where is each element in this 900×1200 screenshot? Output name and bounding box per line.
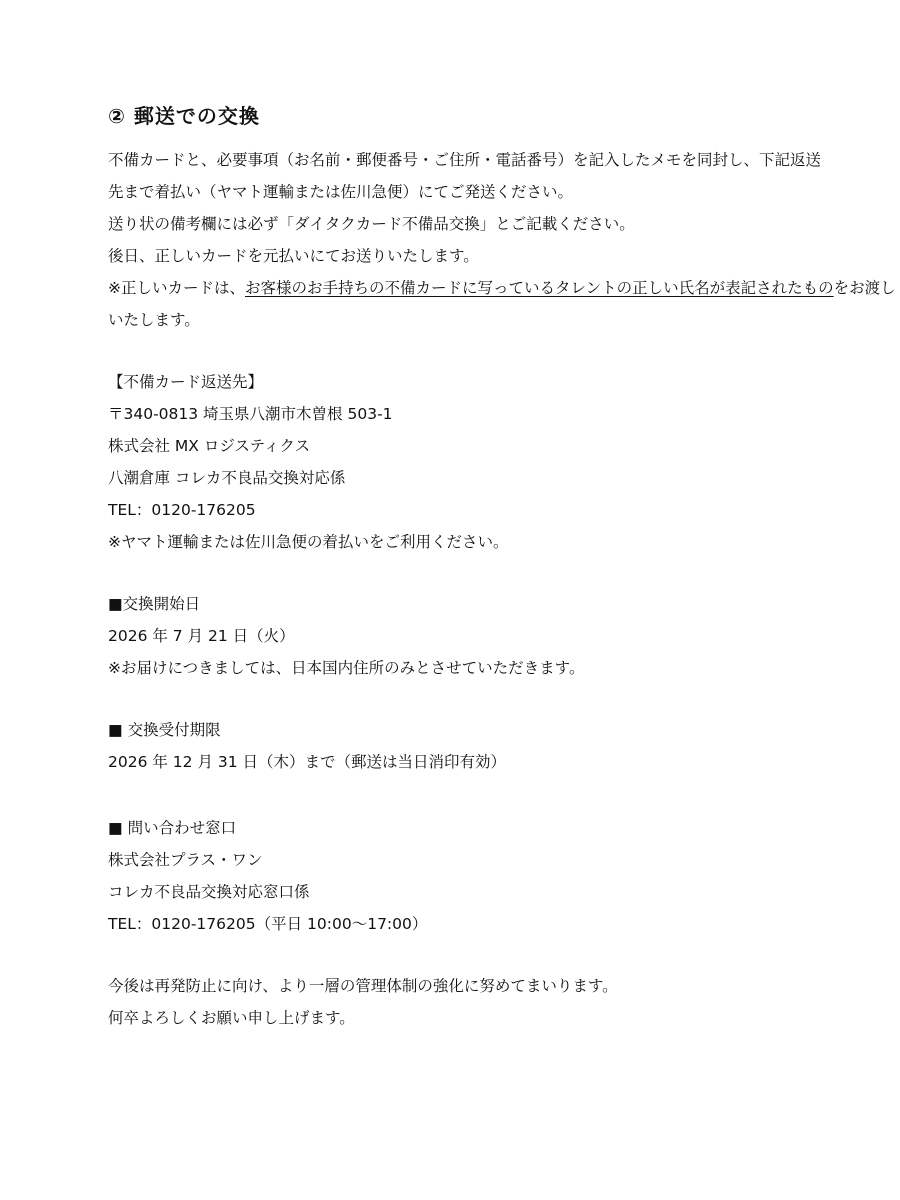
note-prefix: ※正しいカードは、 — [108, 279, 245, 297]
closing-line: 何卒よろしくお願い申し上げます。 — [108, 1009, 355, 1027]
closing-line: 今後は再発防止に向け、より一層の管理体制の強化に努めてまいります。 — [108, 977, 618, 995]
deadline-title: ■ 交換受付期限 — [108, 721, 221, 739]
contact-department: コレカ不良品交換対応窓口係 — [108, 883, 310, 901]
note-line — [108, 278, 896, 298]
return-address-department: 八潮倉庫 コレカ不良品交換対応係 — [108, 469, 346, 487]
return-address-company: 株式会社 MX ロジスティクス — [108, 437, 311, 455]
return-address-tel: TEL：0120-176205 — [108, 501, 256, 519]
section-heading: ② 郵送での交換 — [108, 104, 260, 128]
instruction-line: 先まで着払い（ヤマト運輸または佐川急便）にてご発送ください。 — [108, 183, 574, 201]
note-underlined-text: お客様のお手持ちの不備カードに写っているタレントの正しい氏名が表記されたもの — [245, 279, 834, 297]
return-address-postal: 〒340-0813 埼玉県八潮市木曽根 503-1 — [108, 405, 393, 423]
instruction-line: 送り状の備考欄には必ず「ダイタクカード不備品交換」とご記載ください。 — [108, 215, 635, 233]
contact-tel: TEL：0120-176205（平日 10:00～17:00） — [108, 915, 428, 933]
instruction-line: 後日、正しいカードを元払いにてお送りいたします。 — [108, 247, 479, 265]
contact-title: ■ 問い合わせ窓口 — [108, 819, 237, 837]
start-date-note: ※お届けにつきましては、日本国内住所のみとさせていただきます。 — [108, 659, 585, 677]
note-suffix: をお渡し — [833, 279, 896, 297]
contact-company: 株式会社プラス・ワン — [108, 851, 263, 869]
instruction-line: 不備カードと、必要事項（お名前・郵便番号・ご住所・電話番号）を記入したメモを同封し、下記返送 — [108, 151, 822, 169]
note-continuation: いたします。 — [108, 311, 200, 329]
start-date-value: 2026 年 7 月 21 日（火） — [108, 627, 295, 645]
return-address-note: ※ヤマト運輸または佐川急便の着払いをご利用ください。 — [108, 533, 509, 551]
return-address-title: 【不備カード返送先】 — [108, 373, 264, 391]
deadline-value: 2026 年 12 月 31 日（木）まで（郵送は当日消印有効） — [108, 753, 507, 771]
start-date-title: ■交換開始日 — [108, 595, 201, 613]
